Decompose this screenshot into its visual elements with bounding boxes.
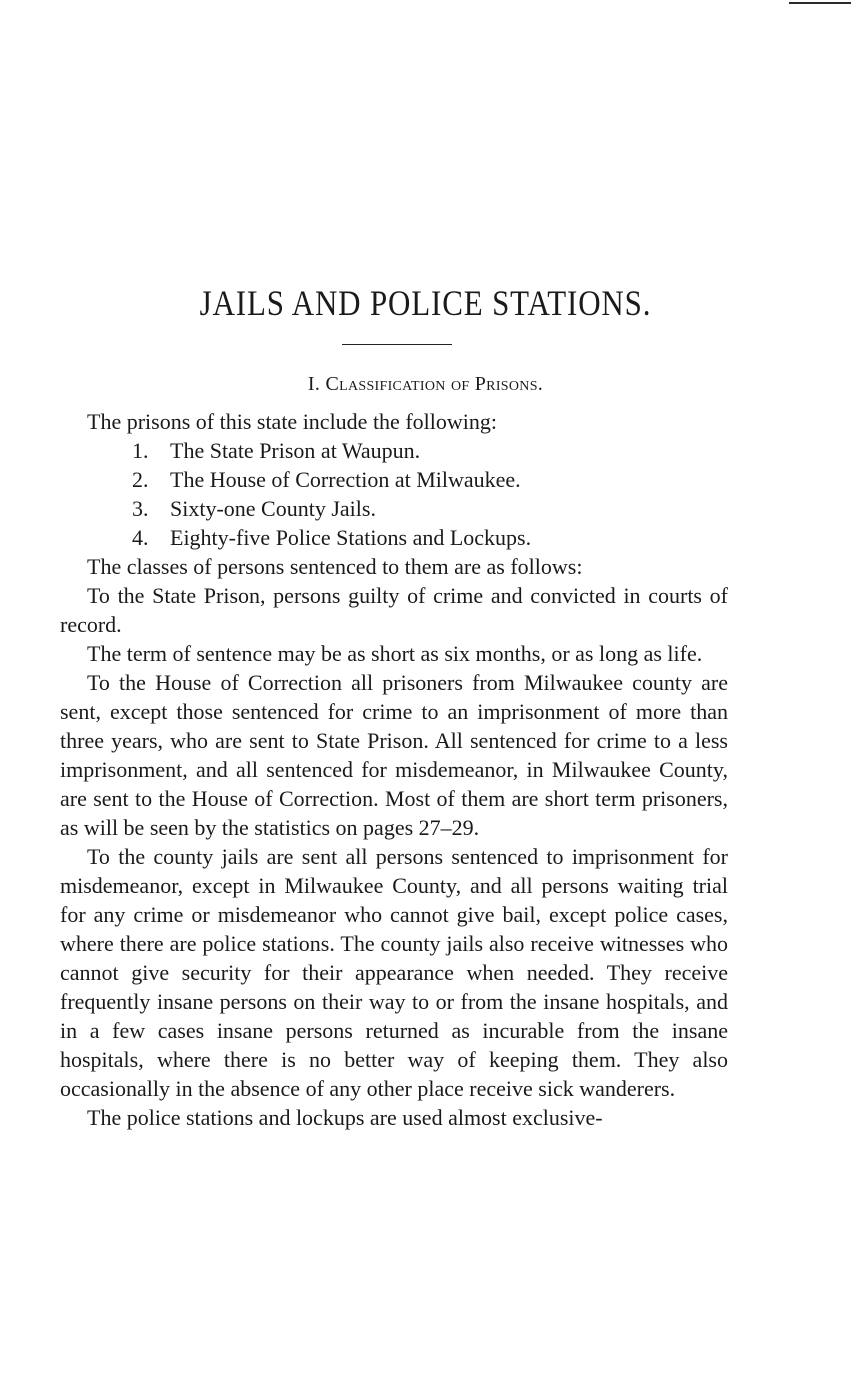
list-item <box>60 523 728 552</box>
list-item <box>60 465 728 494</box>
paragraph-county-jails: To the county jails are sent all persons sentenced to imprisonment for misdemeanor, except in Milwaukee County, and all persons waiting trial for any crime or misdemeanor who cannot give bail, except police cases, where there are police stations. The county jails also receive witnesses who cannot give security for their appearance when needed. They receive frequently insane persons on their way to or from the insane hospitals, and in a few cases insane persons returned as incurable from the insane hospitals, where there is no better way of keeping them. They also occasionally in the absence of any other place receive sick wanderers. <box>60 844 728 1101</box>
body-text <box>60 407 728 1132</box>
paragraph-classes: The classes of persons sentenced to them are as follows: <box>87 554 583 579</box>
prison-list <box>60 436 728 552</box>
paragraph-police-stations: The police stations and lockups are used almost exclusive- <box>87 1105 603 1130</box>
list-item-number: 2. <box>132 467 149 492</box>
list-item <box>60 494 728 523</box>
title-divider <box>342 344 452 345</box>
list-item-number: 1. <box>132 438 149 463</box>
list-item-text: The State Prison at Waupun. <box>170 438 421 463</box>
page-title: JAILS AND POLICE STATIONS. <box>199 283 652 323</box>
list-item-text: Eighty-five Police Stations and Lockups. <box>170 525 532 550</box>
list-item-number: 3. <box>132 496 149 521</box>
paragraph-term-of-sentence: The term of sentence may be as short as six months, or as long as life. <box>87 641 703 666</box>
intro-paragraph: The prisons of this state include the following: <box>87 409 497 434</box>
list-item-text: The House of Correction at Milwaukee. <box>170 467 521 492</box>
section-heading: I. Classification of Prisons. <box>307 373 544 395</box>
list-item-number: 4. <box>132 525 149 550</box>
list-item <box>60 436 728 465</box>
paragraph-state-prison: To the State Prison, persons guilty of crime and convicted in courts of record. <box>60 583 728 637</box>
paragraph-house-of-correction: To the House of Correction all prisoners from Milwaukee county are sent, except those sentenced for crime to an imprisonment of more than three years, who are sent to State Prison. All sentenced for crime to a less imprisonment, and all sentenced for misdemeanor, in Milwaukee County, are sent to the House of Correction. Most of them are short term prisoners, as will be seen by the statistics on pages 27–29. <box>60 670 728 840</box>
corner-rule <box>789 2 851 4</box>
list-item-text: Sixty-one County Jails. <box>170 496 376 521</box>
